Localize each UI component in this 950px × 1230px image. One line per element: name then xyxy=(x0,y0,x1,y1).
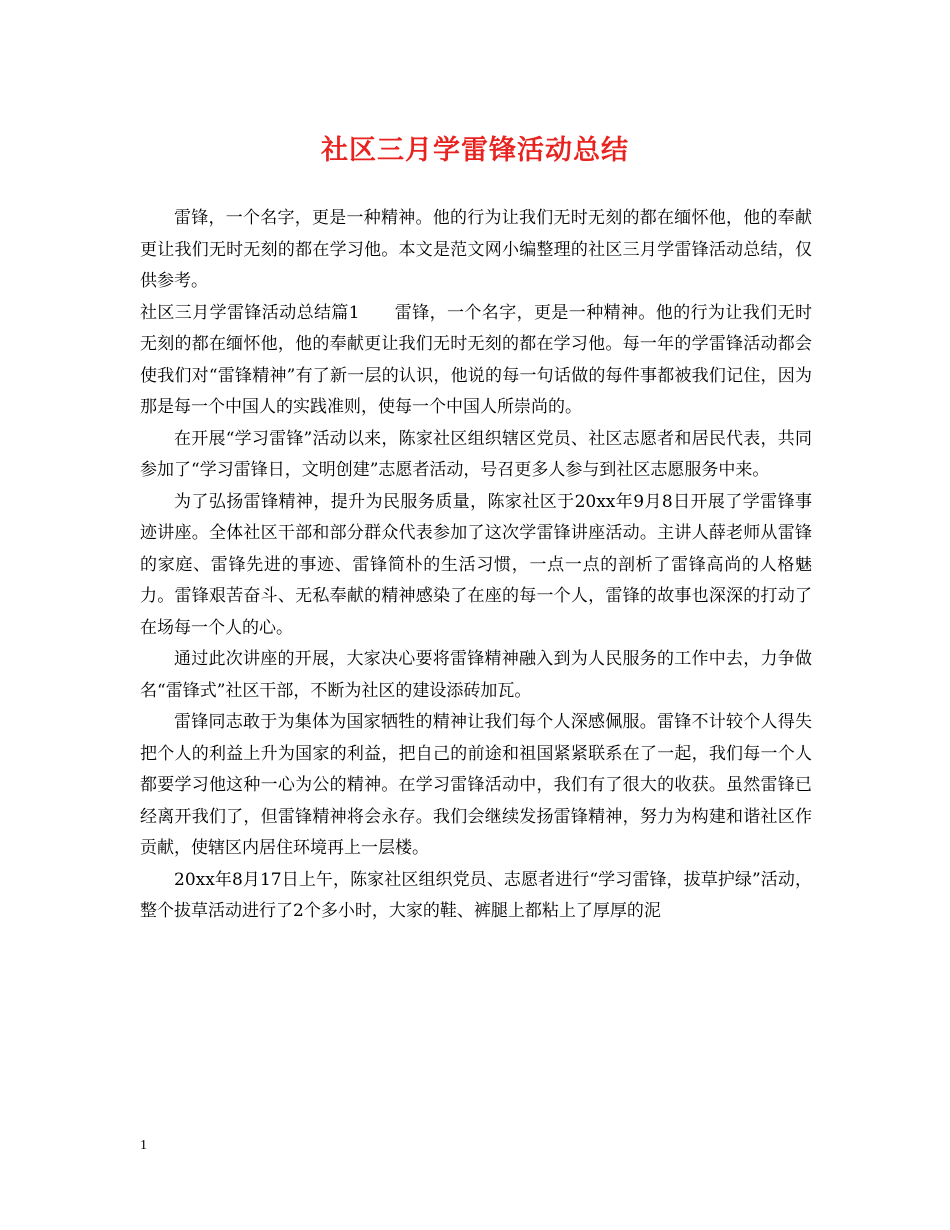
paragraph-spirit: 雷锋同志敢于为集体为国家牺牲的精神让我们每个人深感佩服。雷锋不计较个人得失把个人的利益上升为国家的利益，把自己的前途和祖国紧紧联系在了一起，我们每一个人都要学习他这种一心为公的精神。在学习雷锋活动中，我们有了很大的收获。虽然雷锋已经离开我们了，但雷锋精神将会永存。我们会继续发扬雷锋精神，努力为构建和谐社区作贡献，使辖区内居住环境再上一层楼。 xyxy=(140,712,812,858)
page-number: 1 xyxy=(140,1138,147,1153)
paragraph-weeding: 20xx年8月17日上午，陈家社区组织党员、志愿者进行“学习雷锋，拔草护绿”活动，整个拔草活动进行了2个多小时，大家的鞋、裤腿上都粘上了厚厚的泥 xyxy=(140,869,812,921)
paragraph-activity: 在开展“学习雷锋”活动以来，陈家社区组织辖区党员、社区志愿者和居民代表，共同参加了“学习雷锋日，文明创建”志愿者活动，号召更多人参与到社区志愿服务中来。 xyxy=(140,428,812,480)
paragraph-intro: 雷锋，一个名字，更是一种精神。他的行为让我们无时无刻的都在缅怀他，他的奉献更让我们无时无刻的都在学习他。本文是范文网小编整理的社区三月学雷锋活动总结，仅供参考。 xyxy=(140,208,812,291)
document-body xyxy=(140,203,812,928)
paragraph-section-1: 社区三月学雷锋活动总结篇1 雷锋，一个名字，更是一种精神。他的行为让我们无时无刻的都在缅怀他，他的奉献更让我们无时无刻的都在学习他。每一年的学雷锋活动都会使我们对“雷锋精神”有了新一层的认识，他说的每一句话做的每件事都被我们记住，因为那是每一个中国人的实践准则，使每一个中国人所崇尚的。 xyxy=(140,302,812,417)
paragraph-lecture: 为了弘扬雷锋精神，提升为民服务质量，陈家社区于20xx年9月8日开展了学雷锋事迹讲座。全体社区干部和部分群众代表参加了这次学雷锋讲座活动。主讲人薛老师从雷锋的家庭、雷锋先进的事迹、雷锋简朴的生活习惯，一点一点的剖析了雷锋高尚的人格魅力。雷锋艰苦奋斗、无私奉献的精神感染了在座的每一个人，雷锋的故事也深深的打动了在场每一个人的心。 xyxy=(140,491,812,638)
paragraph-resolve: 通过此次讲座的开展，大家决心要将雷锋精神融入到为人民服务的工作中去，力争做名“雷锋式”社区干部，不断为社区的建设添砖加瓦。 xyxy=(140,649,812,701)
document-title: 社区三月学雷锋活动总结 xyxy=(321,135,629,166)
